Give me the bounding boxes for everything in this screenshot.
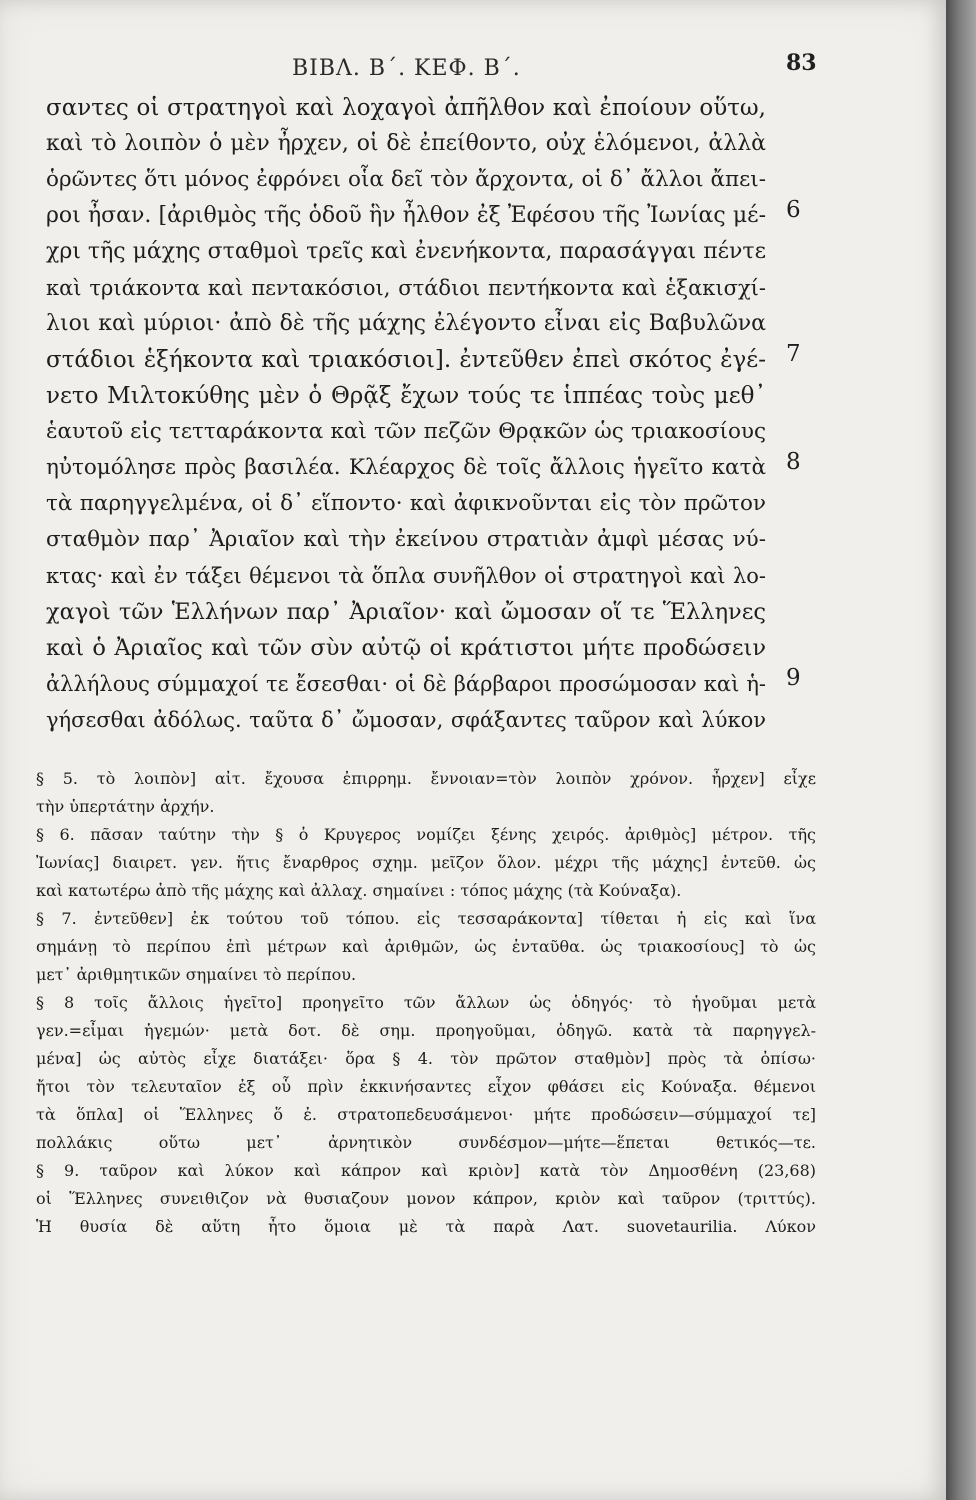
footnote-line: § 5. τὸ λοιπὸν] αἰτ. ἔχουσα ἐπιρρημ. ἔννοιαν=τὸν λοιπὸν χρόνον. ἦρχεν] εἶχε <box>36 769 816 788</box>
text-line: χαγοὶ τῶν Ἑλλήνων παρ᾽ Ἀριαῖον· καὶ ὤμοσαν οἵ τε Ἕλληνες <box>46 599 766 625</box>
footnote-line: οἱ Ἕλληνες συνειθιζον νὰ θυσιαζουν μονον κάπρον, κριὸν καὶ ταῦρον (τριττύς). <box>36 1189 816 1208</box>
text-line: σαντες οἱ στρατηγοὶ καὶ λοχαγοὶ ἀπῆλθον καὶ ἐποίουν οὕτω, <box>46 95 766 121</box>
text-line: κτας· καὶ ἐν τάξει θέμενοι τὰ ὅπλα συνῆλθον οἱ στρατηγοὶ καὶ λο- <box>46 564 766 588</box>
footnote-line: § 6. πᾶσαν ταύτην τὴν § ὁ Κρυγερος νομίζει ξένης χειρός. ἀριθμὸς] μέτρον. τῆς <box>36 825 816 844</box>
text-line: γήσεσθαι ἀδόλως. ταῦτα δ᾽ ὤμοσαν, σφάξαντες ταῦρον καὶ λύκον <box>46 708 766 732</box>
section-number: 7 <box>786 341 801 367</box>
text-line: σταθμὸν παρ᾽ Ἀριαῖον καὶ τὴν ἐκείνου στρατιὰν ἀμφὶ μέσας νύ- <box>46 527 766 552</box>
text-line: ηὐτομόλησε πρὸς βασιλέα. Κλέαρχος δὲ τοῖς ἄλλοις ἡγεῖτο κατὰ <box>46 455 766 480</box>
section-number: 6 <box>786 197 801 223</box>
text-line: νετο Μιλτοκύθης μὲν ὁ Θρᾷξ ἔχων τούς τε ἱππέας τοὺς μεθ᾽ <box>46 383 766 409</box>
text-line: ὁρῶντες ὅτι μόνος ἐφρόνει οἷα δεῖ τὸν ἄρχοντα, οἱ δ᾽ ἄλλοι ἄπει- <box>46 167 766 192</box>
text-line: καὶ ὁ Ἀριαῖος καὶ τῶν σὺν αὐτῷ οἱ κράτιστοι μήτε προδώσειν <box>46 635 766 661</box>
page-number: 83 <box>786 50 817 76</box>
footnote-line: § 8 τοῖς ἄλλοις ἡγεῖτο] προηγεῖτο τῶν ἄλλων ὡς ὁδηγός· τὸ ἡγοῦμαι μετὰ <box>36 993 816 1012</box>
footnote-line: μένα] ὡς αὐτὸς εἶχε διατάξει· ὅρα § 4. τὸν πρῶτον σταθμὸν] πρὸς τὰ ὀπίσω· <box>36 1049 816 1068</box>
footnote-line: Ἰωνίας] διαιρετ. γεν. ἥτις ἔναρθρος σχημ. μεῖζον ὅλον. μέχρι τῆς μάχης] ἐντεῦθ. ὡς <box>36 853 816 872</box>
footnote-line: πολλάκις οὕτω μετ᾽ ἀρνητικὸν συνδέσμον—μήτε—ἕπεται θετικός—τε. <box>36 1133 816 1152</box>
section-number: 8 <box>786 449 801 475</box>
footnote-line: τὴν ὑπερτάτην ἀρχήν. <box>36 797 215 816</box>
text-line: καὶ τριάκοντα καὶ πεντακόσιοι, στάδιοι πεντήκοντα καὶ ἑξακισχί- <box>46 276 766 300</box>
text-line: χρι τῆς μάχης σταθμοὶ τρεῖς καὶ ἐνενήκοντα, παρασάγγαι πέντε <box>46 239 766 264</box>
text-line: τὰ παρηγγελμένα, οἱ δ᾽ εἵποντο· καὶ ἀφικνοῦνται εἰς τὸν πρῶτον <box>46 491 766 516</box>
page-edge-shadow <box>946 0 976 1500</box>
text-line: καὶ τὸ λοιπὸν ὁ μὲν ἦρχεν, οἱ δὲ ἐπείθοντο, οὐχ ἑλόμενοι, ἀλλὰ <box>46 131 766 156</box>
footnote-line: μετ᾽ ἀριθμητικῶν σημαίνει τὸ περίπου. <box>36 965 357 984</box>
footnote-line: § 9. ταῦρον καὶ λύκον καὶ κάπρον καὶ κριὸν] κατὰ τὸν Δημοσθένη (23,68) <box>36 1161 816 1180</box>
text-line: ἀλλήλους σύμμαχοί τε ἔσεσθαι· οἱ δὲ βάρβαροι προσώμοσαν καὶ ἡ- <box>46 672 766 696</box>
running-head: ΒΙΒΛ. Β΄. ΚΕΦ. Β΄. <box>292 56 521 81</box>
text-line: λιοι καὶ μύριοι· ἀπὸ δὲ τῆς μάχης ἐλέγοντο εἶναι εἰς Βαβυλῶνα <box>46 311 766 336</box>
footnote-line: σημάνῃ τὸ περίπου ἐπὶ μέτρων καὶ ἀριθμῶν, ὡς ἐνταῦθα. ὡς τριακοσίους] τὸ ὡς <box>36 937 816 956</box>
footnote-line: τὰ ὅπλα] οἱ Ἕλληνες ὅ ἐ. στρατοπεδευσάμενοι· μήτε προδώσειν—σύμμαχοί τε] <box>36 1105 816 1124</box>
footnote-line: γεν.=εἶμαι ἡγεμών· μετὰ δοτ. δὲ σημ. προηγοῦμαι, ὁδηγῶ. κατὰ τὰ παρηγγελ- <box>36 1021 816 1040</box>
footnote-line: § 7. ἐντεῦθεν] ἐκ τούτου τοῦ τόπου. εἰς τεσσαράκοντα] τίθεται ἡ εἰς καὶ ἵνα <box>36 909 816 928</box>
text-line: στάδιοι ἑξήκοντα καὶ τριακόσιοι]. ἐντεῦθεν ἐπεὶ σκότος ἐγέ- <box>46 347 766 373</box>
text-line: ἑαυτοῦ εἰς τετταράκοντα καὶ τῶν πεζῶν Θρᾳκῶν ὡς τριακοσίους <box>46 419 766 444</box>
footnote-line: Ἡ θυσία δὲ αὕτη ἦτο ὅμοια μὲ τὰ παρὰ Λατ. suovetaurilia. Λύκον <box>36 1217 816 1236</box>
section-number: 9 <box>786 665 801 691</box>
footnote-line: ἤτοι τὸν τελευταῖον ἐξ οὗ πρὶν ἐκκινήσαντες εἶχον φθάσει εἰς Κούναξα. θέμενοι <box>36 1077 816 1096</box>
footnote-line: καὶ κατωτέρω ἀπὸ τῆς μάχης καὶ ἀλλαχ. σημαίνει : τόπος μάχης (τὰ Κούναξα). <box>36 881 682 900</box>
text-line: ροι ἦσαν. [ἀριθμὸς τῆς ὁδοῦ ἣν ἦλθον ἐξ Ἐφέσου τῆς Ἰωνίας μέ- <box>46 203 766 228</box>
